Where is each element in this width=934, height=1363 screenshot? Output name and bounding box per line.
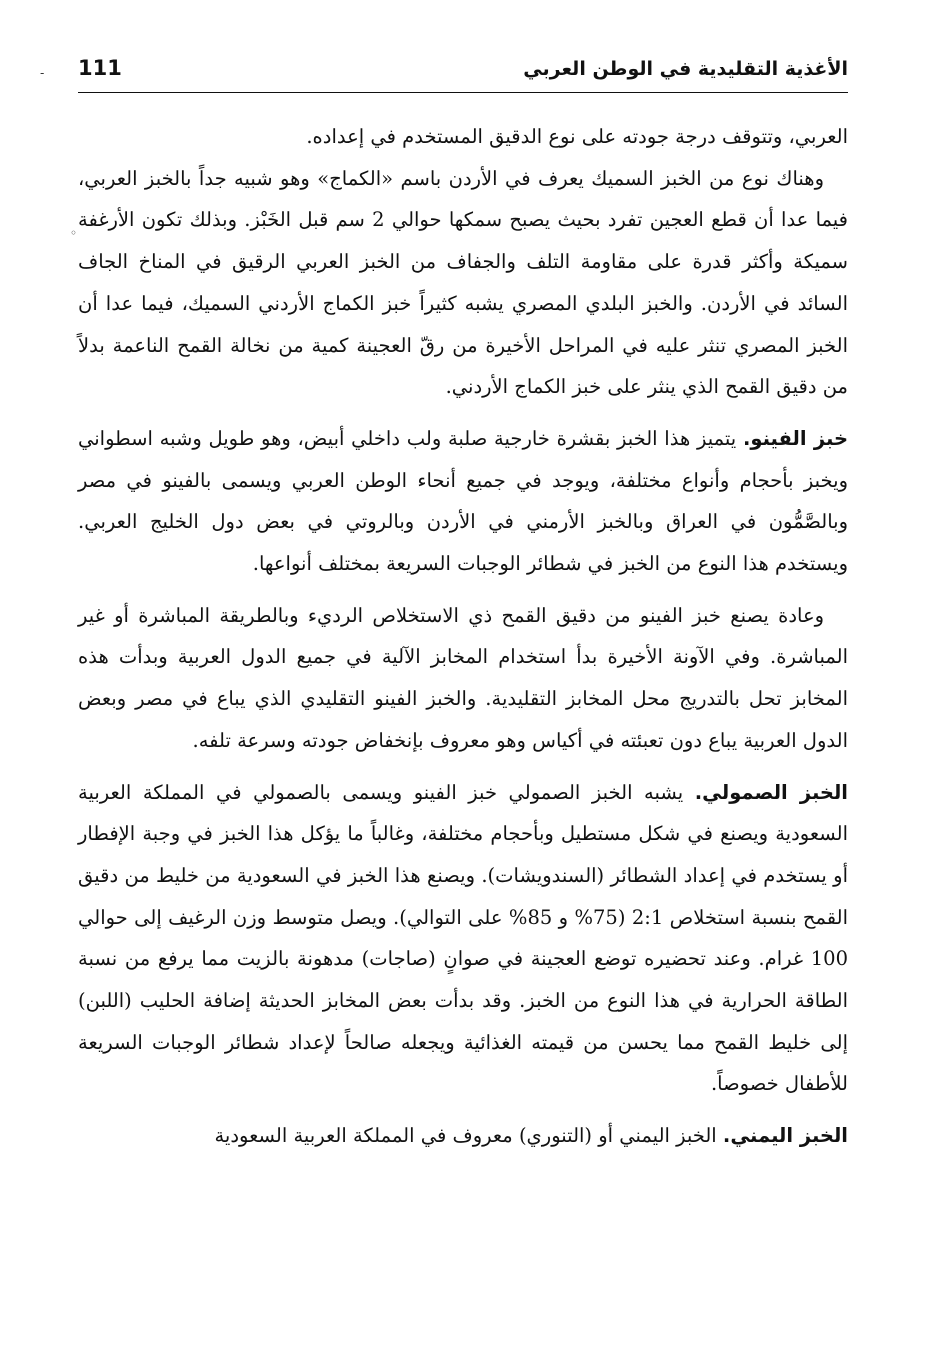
header-rule [78, 92, 848, 93]
paragraph-samouli-text: يشبه الخبز الصمولي خبز الفينو ويسمى بالصمولي في المملكة العربية السعودية ويصنع في شكل مستطيل وبأحجام مختلفة، وغالباً ما يؤكل هذا الخبز في وجبة الإفطار أو يستخدم في إعداد الشطائر (السندويشات). ويصنع هذا الخبز في السعودية من خليط من دقيق القمح بنسبة استخلاص 2:1 (75% و 85% على التوالي). ويصل متوسط وزن الرغيف إلى حوالي 100 غرام. وعند تحضيره توضع العجينة في صوانٍ (صاجات) مدهونة بالزيت مما يرفع من نسبة الطاقة الحرارية في هذا النوع من الخبز. وقد بدأت بعض المخابز الحديثة إضافة الحليب (اللبن) إلى خليط القمح مما يحسن من قيمته الغذائية ويجعله صالحاً لإعداد شطائر الوجبات السريعة للأطفال خصوصاً. [78, 780, 849, 1096]
paragraph-yemeni-text: الخبز اليمني أو (التنوري) معروف في المملكة العربية السعودية [214, 1124, 723, 1148]
paragraph-1-text: العربي، وتتوقف درجة جودته على نوع الدقيق المستخدم في إعداده. [306, 125, 848, 148]
paragraph-fino-text: يتميز هذا الخبز بقشرة خارجية صلبة ولب داخلي أبيض، وهو طويل وشبه اسطواني ويخبز بأحجام وأنواع مختلفة، ويوجد في جميع أنحاء الوطن العربي ويسمى بالفينو في مصر وبالصَّمُّون في العراق وبالخبز الأرمني في الأردن وبالروتي في بعض دول الخليج العربي. ويستخدم هذا النوع من الخبز في شطائر الوجبات السريعة بمختلف أنواعها. [78, 426, 848, 576]
page-number: 111 [78, 56, 122, 80]
paragraph-yemeni-term: الخبز اليمني. [722, 1124, 848, 1148]
paragraph-1 [78, 116, 848, 158]
paragraph-samouli-term: الخبز الصمولي. [694, 780, 848, 804]
paragraph-samouli [78, 772, 848, 1106]
paragraph-fino [78, 418, 848, 585]
running-header [78, 56, 848, 90]
paragraph-yemeni [78, 1115, 848, 1157]
paragraph-fino-term: خبز الفينو. [742, 426, 848, 450]
margin-mark-left: ◦ [70, 226, 78, 240]
body-text [78, 116, 848, 1157]
paragraph-2-text: وهناك نوع من الخبز السميك يعرف في الأردن باسم «الكماج» وهو شبيه جداً بالخبز العربي، فيما عدا أن قطع العجين تفرد بحيث يصبح سمكها حوالي 2 سم قبل الخَبْز. وبذلك تكون الأرغفة سميكة وأكثر قدرة على مقاومة التلف والجفاف من الخبز العربي الرقيق في المناخ الجاف السائد في الأردن. والخبز البلدي المصري يشبه كثيراً خبز الكماج الأردني السميك، فيما عدا أن الخبز المصري تنثر عليه في المراحل الأخيرة من رقّ العجينة كمية من نخالة القمح الناعمة بدلاً من دقيق القمح الذي ينثر على خبز الكماج الأردني. [78, 166, 848, 399]
header-title: الأغذية التقليدية في الوطن العربي [523, 58, 848, 80]
paragraph-fino-2-text: وعادة يصنع خبز الفينو من دقيق القمح ذي الاستخلاص الرديء وبالطريقة المباشرة أو غير المباشرة. وفي الآونة الأخيرة بدأ استخدام المخابز الآلية في جميع الدول العربية وبدأت هذه المخابز تحل بالتدريج محل المخابز التقليدية. والخبز الفينو التقليدي الذي يباع في مصر وبعض الدول العربية يباع دون تعبئته في أكياس وهو معروف بإنخفاض جودته وسرعة تلفه. [78, 603, 848, 752]
paragraph-fino-2 [78, 595, 848, 762]
margin-mark-top: - [40, 66, 45, 80]
paragraph-2 [78, 158, 848, 408]
